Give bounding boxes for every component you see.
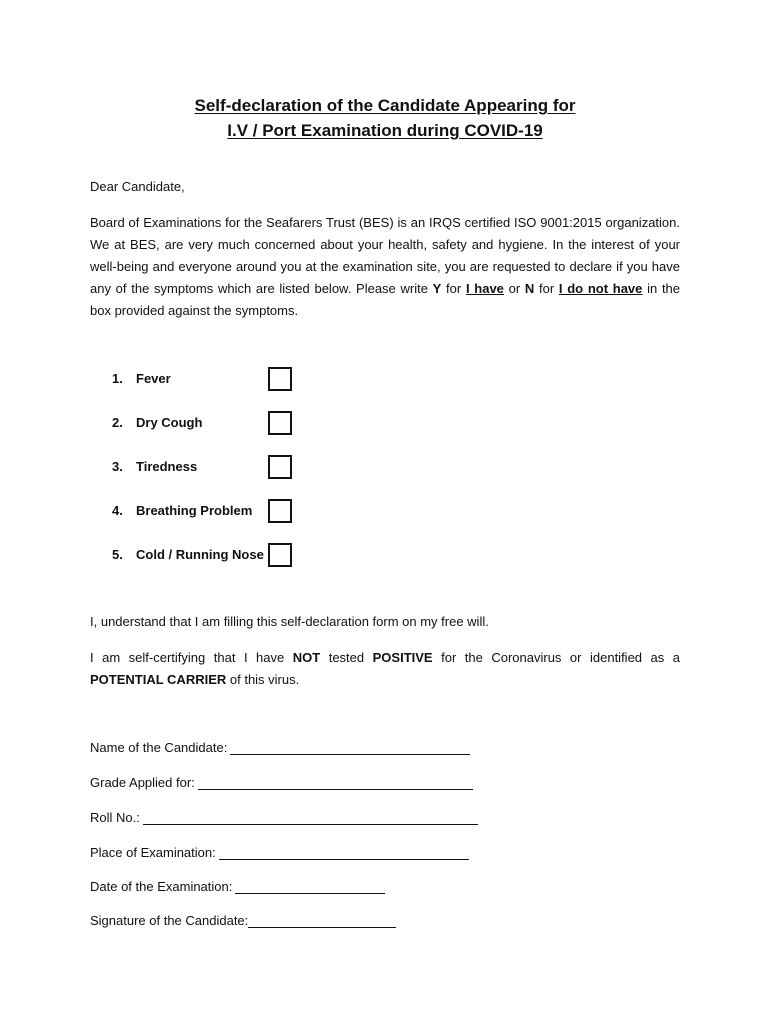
greeting: Dear Candidate, <box>90 179 185 194</box>
symptom-number: 1. <box>112 371 123 386</box>
date-label: Date of the Examination: <box>90 879 233 894</box>
date-input-line[interactable] <box>235 879 385 894</box>
certify-statement <box>90 647 680 691</box>
symptom-number: 2. <box>112 415 123 430</box>
certify-positive: POSITIVE <box>372 650 433 665</box>
symptom-list <box>112 366 264 586</box>
name-label: Name of the Candidate: <box>90 740 228 755</box>
intro-i-do-not-have: I do not have <box>558 281 643 296</box>
symptom-item-breathing-problem <box>112 498 264 542</box>
signature-field <box>90 913 396 928</box>
grade-label: Grade Applied for: <box>90 775 195 790</box>
symptom-item-dry-cough <box>112 410 264 454</box>
roll-input-line[interactable] <box>143 810 478 825</box>
symptom-checkbox-fever[interactable] <box>268 367 292 391</box>
roll-field <box>90 810 478 825</box>
place-input-line[interactable] <box>219 845 469 860</box>
symptom-item-fever <box>112 366 264 410</box>
signature-input-line[interactable] <box>248 913 396 928</box>
certify-text-b: tested <box>320 650 373 665</box>
grade-input-line[interactable] <box>198 775 473 790</box>
symptom-label: Cold / Running Nose <box>136 547 264 562</box>
certify-potential-carrier: POTENTIAL CARRIER <box>90 672 227 687</box>
symptom-number: 3. <box>112 459 123 474</box>
date-field <box>90 879 385 894</box>
symptom-label: Tiredness <box>136 459 198 474</box>
form-title-line-2: I.V / Port Examination during COVID-19 <box>227 121 543 140</box>
intro-text-b: for <box>441 281 466 296</box>
name-field <box>90 740 470 755</box>
symptom-checkbox-cold-running-nose[interactable] <box>268 543 292 567</box>
certify-text-c: for the Coronavirus or identified as a <box>432 650 680 665</box>
symptom-label: Breathing Problem <box>136 503 253 518</box>
symptom-number: 4. <box>112 503 123 518</box>
symptom-item-cold-running-nose <box>112 542 264 586</box>
intro-paragraph <box>90 212 680 322</box>
place-label: Place of Examination: <box>90 845 216 860</box>
symptom-checkbox-dry-cough[interactable] <box>268 411 292 435</box>
intro-y: Y <box>432 281 442 296</box>
symptom-checkbox-tiredness[interactable] <box>268 455 292 479</box>
place-field <box>90 845 469 860</box>
intro-text-a: Board of Examinations for the Seafarers Trust (BES) is an IRQS certified ISO 9001:2015 organization. We at BES, are very much concerned about your health, safety and hygiene. In the interest of your well-being and everyone around you at the examination site, you are requested to declare if you have any of the symptoms which are listed below. Please write <box>90 215 680 296</box>
certify-text-a: I am self-certifying that I have <box>90 650 293 665</box>
understand-statement: I, understand that I am filling this self-declaration form on my free will. <box>90 614 489 629</box>
symptom-checkbox-breathing-problem[interactable] <box>268 499 292 523</box>
form-title-line-1: Self-declaration of the Candidate Appearing for <box>194 96 576 115</box>
intro-text-d: for <box>534 281 559 296</box>
signature-label: Signature of the Candidate: <box>90 913 249 928</box>
certify-text-d: of this virus. <box>226 672 300 687</box>
grade-field <box>90 775 473 790</box>
symptom-label: Dry Cough <box>136 415 203 430</box>
symptom-item-tiredness <box>112 454 264 498</box>
roll-label: Roll No.: <box>90 810 140 825</box>
name-input-line[interactable] <box>230 740 470 755</box>
symptom-label: Fever <box>136 371 171 386</box>
intro-text-c: or <box>503 281 521 296</box>
certify-not: NOT <box>292 650 321 665</box>
intro-n: N <box>524 281 535 296</box>
intro-i-have: I have <box>465 281 504 296</box>
symptom-number: 5. <box>112 547 123 562</box>
intro-text-e: in the box provided against the symptoms. <box>90 281 681 318</box>
